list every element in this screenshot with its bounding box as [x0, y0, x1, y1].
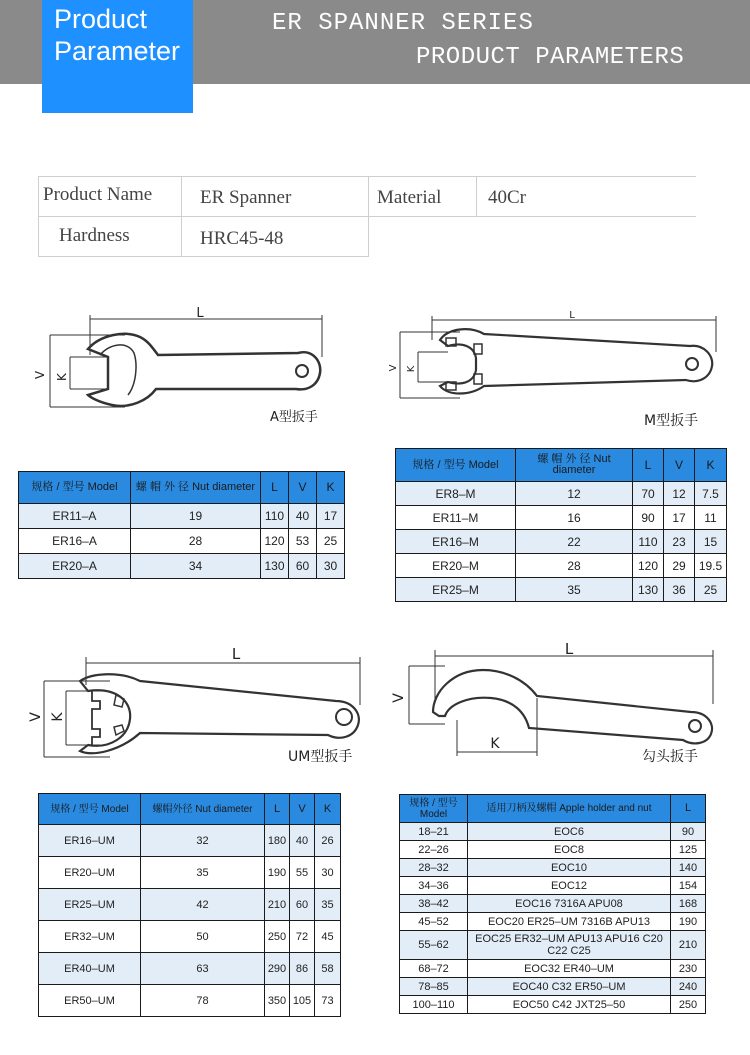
table-row	[19, 554, 345, 579]
table-row	[400, 913, 706, 931]
cell-model: ER40–UM	[39, 953, 141, 985]
cell-V: 23	[664, 530, 695, 554]
cell-nut: 19	[131, 504, 261, 529]
cell-holder: EOC16 7316A APU08	[468, 895, 671, 913]
col-nut-diameter: 螺 帽 外 径 Nut diameter	[516, 449, 633, 482]
cell-V: 53	[289, 529, 317, 554]
table-row	[400, 859, 706, 877]
cell-K: 73	[315, 985, 341, 1017]
cell-L: 210	[671, 931, 706, 960]
col-L: L	[633, 449, 664, 482]
cell-holder: EOC10	[468, 859, 671, 877]
cell-holder: EOC25 ER32–UM APU13 APU16 C20 C22 C25	[468, 931, 671, 960]
table-row	[400, 841, 706, 859]
cell-model: 34–36	[400, 877, 468, 895]
um-type-caption: UM型扳手	[288, 749, 353, 765]
cell-model: 100–110	[400, 996, 468, 1014]
cell-holder: EOC50 C42 JXT25–50	[468, 996, 671, 1014]
cell-K: 19.5	[695, 554, 727, 578]
cell-L: 120	[633, 554, 664, 578]
cell-model: ER50–UM	[39, 985, 141, 1017]
cell-nut: 78	[141, 985, 265, 1017]
table-header-row	[19, 472, 345, 504]
cell-V: 12	[664, 482, 695, 506]
table-row	[39, 921, 341, 953]
hardness-label: Hardness	[59, 225, 130, 246]
a-dim-V: V	[33, 370, 47, 380]
m-type-caption: M型扳手	[644, 413, 699, 429]
cell-V: 40	[290, 825, 315, 857]
a-dim-K: K	[55, 373, 69, 381]
cell-L: 250	[265, 921, 290, 953]
cell-nut: 34	[131, 554, 261, 579]
cell-L: 290	[265, 953, 290, 985]
cell-K: 30	[315, 857, 341, 889]
parameters-title: PRODUCT PARAMETERS	[416, 44, 685, 71]
cell-L: 125	[671, 841, 706, 859]
cell-L: 110	[261, 504, 289, 529]
table-header-row	[396, 449, 727, 482]
table-row	[400, 877, 706, 895]
table-row	[400, 895, 706, 913]
cell-model: 22–26	[400, 841, 468, 859]
cell-V: 29	[664, 554, 695, 578]
a-dim-L: L	[196, 306, 204, 321]
cell-nut: 35	[516, 578, 633, 602]
table-row	[39, 953, 341, 985]
cell-L: 130	[261, 554, 289, 579]
cell-K: 7.5	[695, 482, 727, 506]
cell-model: 38–42	[400, 895, 468, 913]
series-title: ER SPANNER SERIES	[272, 10, 534, 37]
table-row	[400, 978, 706, 996]
cell-L: 120	[261, 529, 289, 554]
m-dim-L: L	[569, 310, 575, 321]
col-L: L	[671, 795, 706, 823]
table-row	[19, 504, 345, 529]
cell-model: 78–85	[400, 978, 468, 996]
cell-K: 35	[315, 889, 341, 921]
m-type-spec-table	[395, 448, 727, 602]
cell-model: ER25–UM	[39, 889, 141, 921]
cell-L: 350	[265, 985, 290, 1017]
col-V: V	[664, 449, 695, 482]
a-type-spec-table	[18, 471, 345, 579]
cell-K: 26	[315, 825, 341, 857]
cell-L: 180	[265, 825, 290, 857]
table-row	[400, 931, 706, 960]
cell-model: ER20–A	[19, 554, 131, 579]
um-dim-L: L	[231, 645, 241, 663]
cell-model: ER16–A	[19, 529, 131, 554]
cell-L: 190	[671, 913, 706, 931]
cell-L: 250	[671, 996, 706, 1014]
col-V: V	[289, 472, 317, 504]
table-row	[400, 960, 706, 978]
cell-nut: 50	[141, 921, 265, 953]
hook-type-caption: 勾头扳手	[642, 749, 698, 765]
cell-model: ER11–M	[396, 506, 516, 530]
cell-model: ER20–M	[396, 554, 516, 578]
cell-V: 17	[664, 506, 695, 530]
cell-L: 190	[265, 857, 290, 889]
col-nut-diameter: 螺帽外径 Nut diameter	[141, 794, 265, 825]
material-value: 40Cr	[488, 187, 526, 208]
cell-L: 230	[671, 960, 706, 978]
cell-K: 11	[695, 506, 727, 530]
cell-holder: EOC40 C32 ER50–UM	[468, 978, 671, 996]
table-row	[396, 578, 727, 602]
cell-L: 90	[633, 506, 664, 530]
material-label: Material	[377, 187, 442, 208]
cell-holder: EOC8	[468, 841, 671, 859]
col-V: V	[290, 794, 315, 825]
table-row	[39, 825, 341, 857]
cell-holder: EOC32 ER40–UM	[468, 960, 671, 978]
hook-dim-K: K	[490, 736, 500, 752]
cell-V: 105	[290, 985, 315, 1017]
m-type-spanner-drawing	[390, 312, 720, 412]
cell-K: 45	[315, 921, 341, 953]
cell-V: 72	[290, 921, 315, 953]
table-row	[396, 530, 727, 554]
a-type-caption: A型扳手	[270, 410, 318, 425]
cell-L: 154	[671, 877, 706, 895]
cell-model: ER16–M	[396, 530, 516, 554]
cell-L: 168	[671, 895, 706, 913]
col-K: K	[695, 449, 727, 482]
table-row	[400, 823, 706, 841]
cell-V: 40	[289, 504, 317, 529]
cell-model: 18–21	[400, 823, 468, 841]
cell-nut: 28	[516, 554, 633, 578]
hook-spanner-drawing	[385, 642, 720, 762]
cell-nut: 42	[141, 889, 265, 921]
table-row	[39, 857, 341, 889]
col-nut-diameter: 螺 帽 外 径 Nut diameter	[131, 472, 261, 504]
hook-spanner-spec-table	[399, 794, 706, 1014]
m-dim-K: K	[406, 365, 417, 373]
cell-model: 45–52	[400, 913, 468, 931]
col-model: 规格 / 型号 Model	[400, 795, 468, 823]
badge-line-2: Parameter	[54, 36, 181, 66]
table-header-row	[39, 794, 341, 825]
col-model: 规格 / 型号 Model	[19, 472, 131, 504]
cell-V: 86	[290, 953, 315, 985]
cell-V: 55	[290, 857, 315, 889]
hook-dim-L: L	[564, 640, 574, 658]
cell-K: 25	[695, 578, 727, 602]
badge-line-1: Product	[54, 4, 148, 34]
cell-model: ER25–M	[396, 578, 516, 602]
cell-K: 58	[315, 953, 341, 985]
col-model: 规格 / 型号 Model	[396, 449, 516, 482]
cell-model: ER11–A	[19, 504, 131, 529]
cell-K: 15	[695, 530, 727, 554]
cell-nut: 28	[131, 529, 261, 554]
table-row	[39, 985, 341, 1017]
col-model: 规格 / 型号 Model	[39, 794, 141, 825]
cell-holder: EOC6	[468, 823, 671, 841]
cell-V: 60	[290, 889, 315, 921]
col-K: K	[317, 472, 345, 504]
cell-L: 240	[671, 978, 706, 996]
table-row	[396, 554, 727, 578]
cell-nut: 32	[141, 825, 265, 857]
table-row	[400, 996, 706, 1014]
um-dim-V: V	[28, 712, 44, 722]
cell-V: 36	[664, 578, 695, 602]
um-dim-K: K	[50, 712, 66, 722]
cell-model: ER8–M	[396, 482, 516, 506]
hook-dim-V: V	[391, 693, 407, 703]
cell-holder: EOC12	[468, 877, 671, 895]
cell-L: 90	[671, 823, 706, 841]
cell-nut: 35	[141, 857, 265, 889]
cell-L: 130	[633, 578, 664, 602]
m-dim-V: V	[388, 364, 399, 372]
um-type-spec-table	[38, 793, 341, 1017]
hardness-value: HRC45-48	[200, 228, 284, 249]
col-holder-nut: 适用刀柄及螺帽 Apple holder and nut	[468, 795, 671, 823]
product-name-label: Product Name	[43, 184, 153, 205]
product-parameter-badge	[42, 0, 193, 113]
cell-model: 28–32	[400, 859, 468, 877]
cell-model: ER32–UM	[39, 921, 141, 953]
col-L: L	[261, 472, 289, 504]
table-row	[396, 506, 727, 530]
cell-K: 17	[317, 504, 345, 529]
cell-L: 70	[633, 482, 664, 506]
cell-L: 210	[265, 889, 290, 921]
a-type-spanner-drawing	[30, 305, 330, 415]
col-L: L	[265, 794, 290, 825]
product-info-table	[38, 176, 696, 257]
table-header-row	[400, 795, 706, 823]
cell-model: ER16–UM	[39, 825, 141, 857]
cell-L: 140	[671, 859, 706, 877]
cell-model: ER20–UM	[39, 857, 141, 889]
cell-nut: 16	[516, 506, 633, 530]
table-row	[396, 482, 727, 506]
cell-model: 68–72	[400, 960, 468, 978]
table-row	[39, 889, 341, 921]
cell-K: 30	[317, 554, 345, 579]
cell-model: 55–62	[400, 931, 468, 960]
col-K: K	[315, 794, 341, 825]
cell-L: 110	[633, 530, 664, 554]
cell-nut: 22	[516, 530, 633, 554]
cell-nut: 63	[141, 953, 265, 985]
cell-nut: 12	[516, 482, 633, 506]
cell-V: 60	[289, 554, 317, 579]
cell-holder: EOC20 ER25–UM 7316B APU13	[468, 913, 671, 931]
table-row	[19, 529, 345, 554]
product-name-value: ER Spanner	[200, 187, 292, 208]
cell-K: 25	[317, 529, 345, 554]
